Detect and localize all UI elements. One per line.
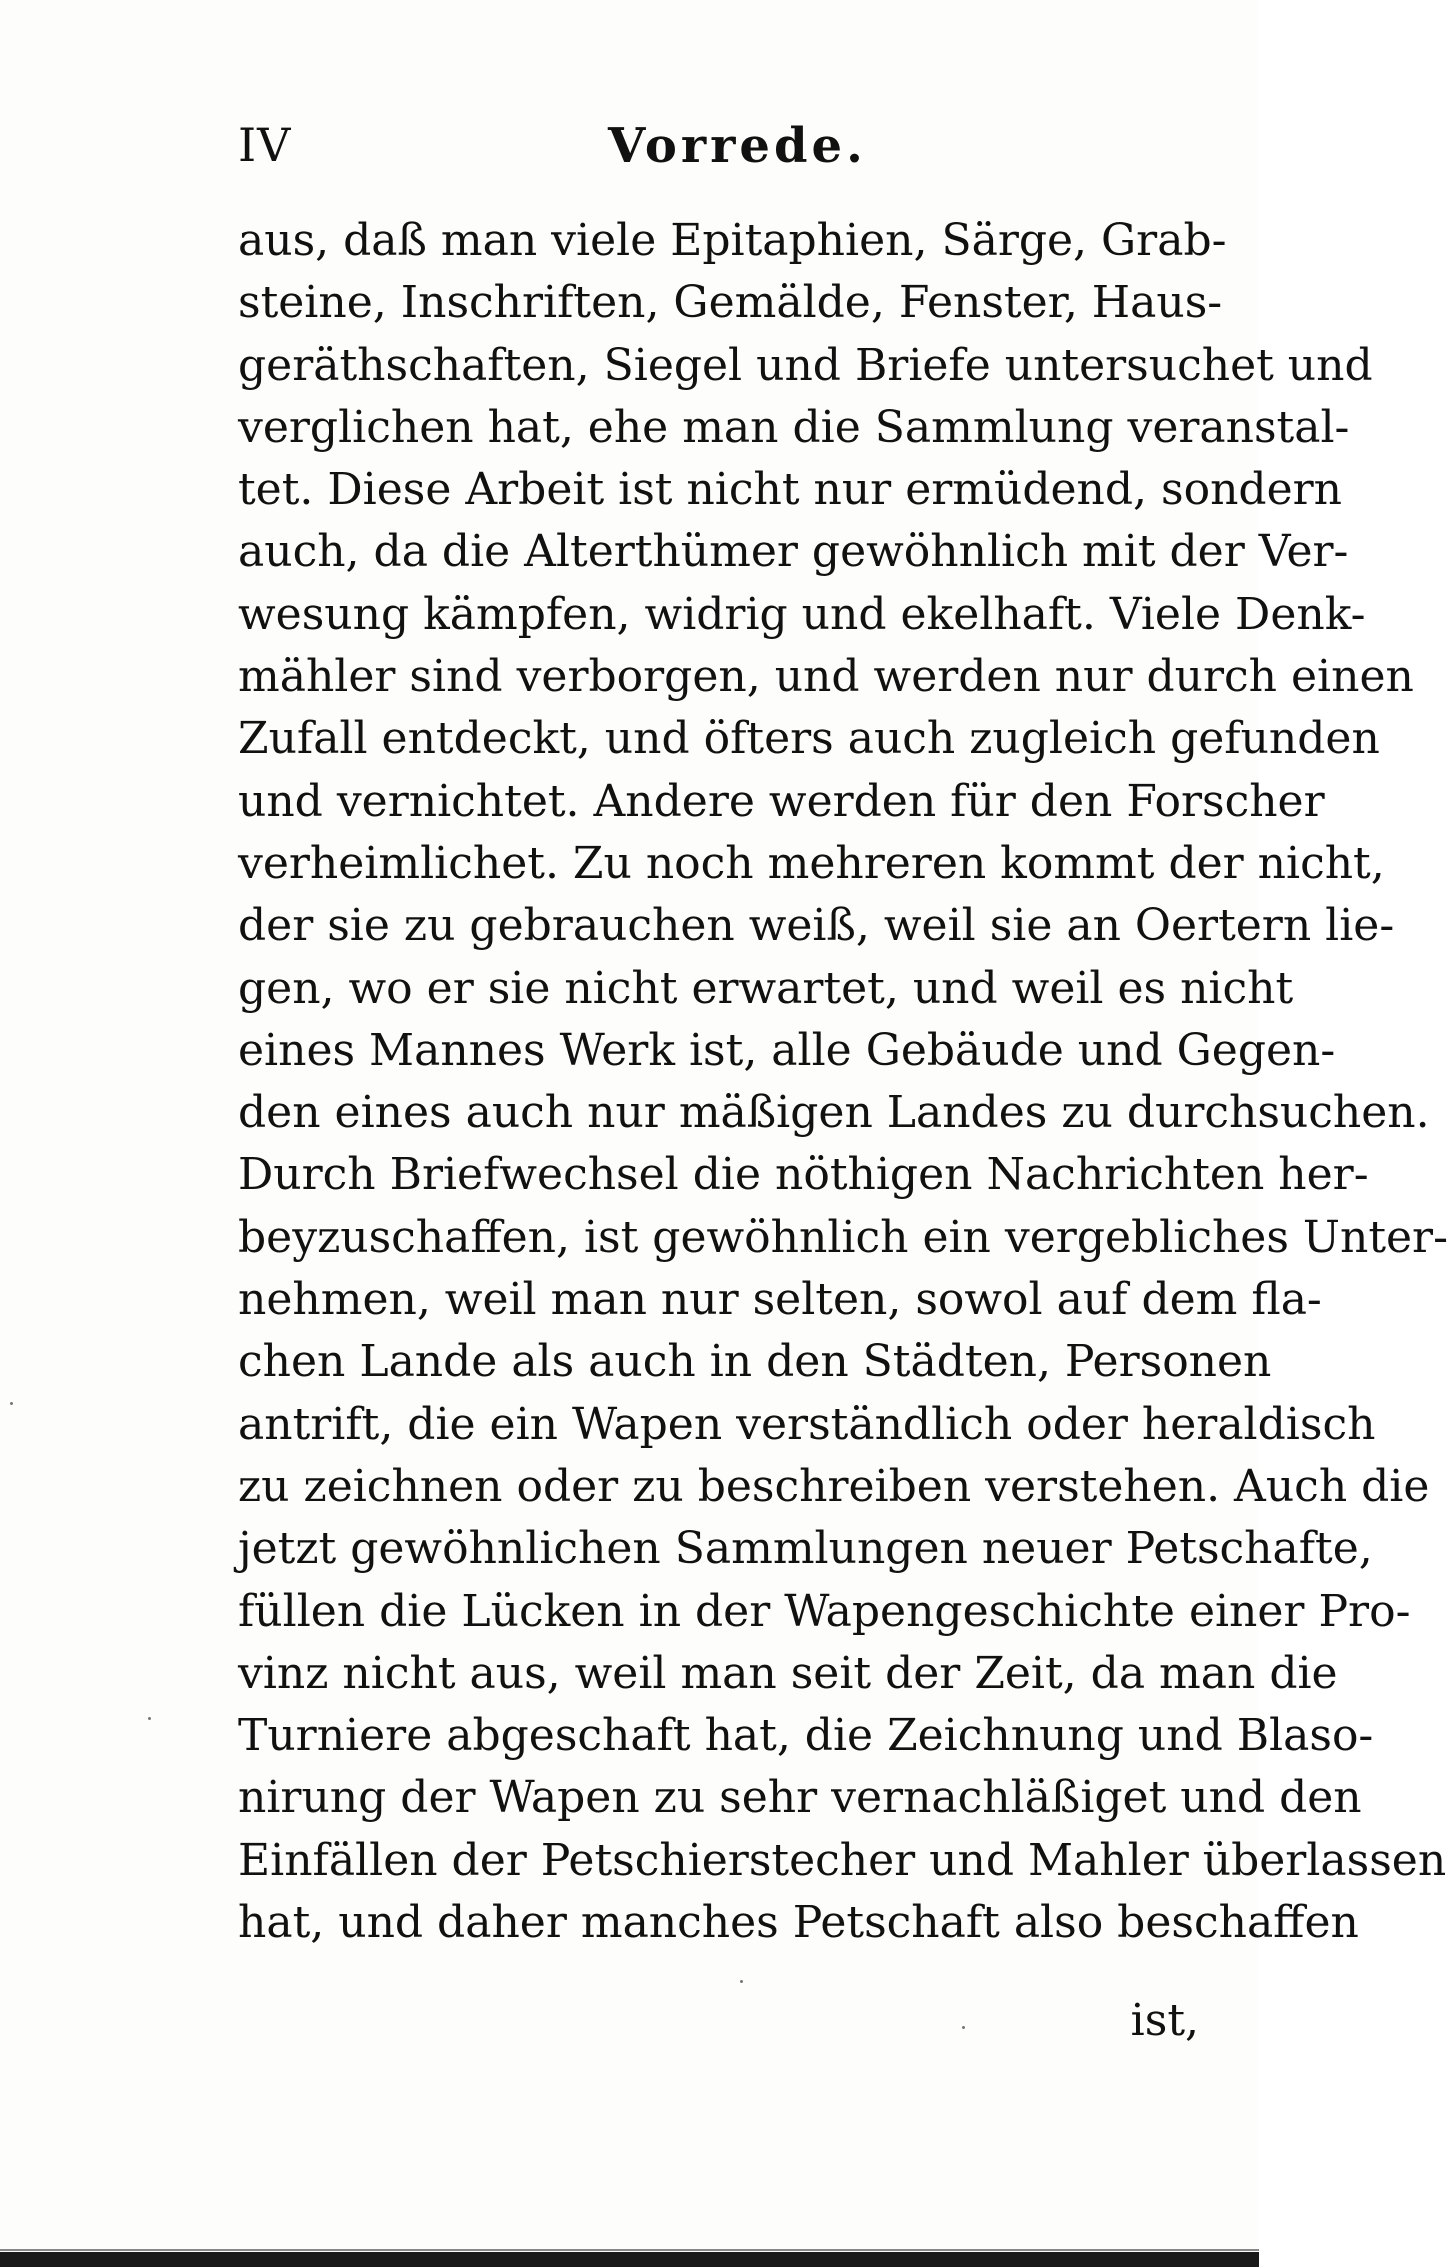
text-line: steine, Inschriften, Gemälde, Fenster, Haus- bbox=[238, 277, 1223, 329]
text-line: zu zeichnen oder zu beschreiben verstehen. Auch die bbox=[238, 1460, 1430, 1512]
catchword: ist, bbox=[1130, 1995, 1199, 2046]
text-line: und vernichtet. Andere werden für den Forscher bbox=[238, 775, 1325, 827]
text-line: verheimlichet. Zu noch mehreren kommt der nicht, bbox=[238, 837, 1385, 889]
body-text bbox=[238, 210, 1448, 1954]
text-line: beyzuschaffen, ist gewöhnlich ein vergebliches Unter- bbox=[238, 1211, 1448, 1263]
text-line: aus, daß man viele Epitaphien, Särge, Grab- bbox=[238, 215, 1227, 266]
text-line: nehmen, weil man nur selten, sowol auf dem fla- bbox=[238, 1274, 1322, 1326]
text-line: wesung kämpfen, widrig und ekelhaft. Viele Denk- bbox=[238, 588, 1366, 640]
running-title: Vorrede. bbox=[608, 118, 867, 174]
text-line: nirung der Wapen zu sehr vernachläßiget und den bbox=[238, 1772, 1362, 1824]
text-line: eines Mannes Werk ist, alle Gebäude und Gegen- bbox=[238, 1024, 1336, 1076]
text-line: gen, wo er sie nicht erwartet, und weil es nicht bbox=[238, 962, 1294, 1014]
text-line: jetzt gewöhnlichen Sammlungen neuer Petschafte, bbox=[238, 1523, 1373, 1575]
text-line: auch, da die Alterthümer gewöhnlich mit der Ver- bbox=[238, 526, 1349, 578]
text-line: chen Lande als auch in den Städten, Personen bbox=[238, 1336, 1272, 1388]
paper-speck bbox=[148, 1717, 151, 1720]
text-line: tet. Diese Arbeit ist nicht nur ermüdend, sondern bbox=[238, 464, 1342, 516]
text-line: füllen die Lücken in der Wapengeschichte einer Pro- bbox=[238, 1585, 1411, 1637]
page-edge-line bbox=[0, 2249, 1259, 2251]
running-head bbox=[238, 118, 1198, 178]
text-line: hat, und daher manches Petschaft also beschaffen bbox=[238, 1897, 1359, 1949]
paper-speck bbox=[10, 1402, 13, 1405]
text-line: geräthschaften, Siegel und Briefe untersuchet und bbox=[238, 339, 1373, 391]
paper-speck bbox=[740, 1980, 743, 1983]
page-edge-shadow bbox=[0, 2252, 1259, 2267]
text-line: der sie zu gebrauchen weiß, weil sie an Oertern lie- bbox=[238, 900, 1395, 952]
paper-speck bbox=[962, 2026, 965, 2029]
text-line: Einfällen der Petschierstecher und Mahler überlassen bbox=[238, 1834, 1447, 1886]
text-line: antrift, die ein Wapen verständlich oder heraldisch bbox=[238, 1398, 1376, 1450]
text-line: verglichen hat, ehe man die Sammlung veranstal- bbox=[238, 401, 1350, 453]
text-line: den eines auch nur mäßigen Landes zu durchsuchen. bbox=[238, 1087, 1430, 1139]
text-line: Turniere abgeschaft hat, die Zeichnung und Blaso- bbox=[238, 1710, 1374, 1762]
text-line: mähler sind verborgen, und werden nur durch einen bbox=[238, 651, 1414, 703]
page-number: IV bbox=[238, 118, 292, 172]
text-line: vinz nicht aus, weil man seit der Zeit, da man die bbox=[238, 1647, 1338, 1699]
text-line: Durch Briefwechsel die nöthigen Nachrichten her- bbox=[238, 1149, 1369, 1201]
text-line: Zufall entdeckt, und öfters auch zugleich gefunden bbox=[238, 713, 1380, 765]
